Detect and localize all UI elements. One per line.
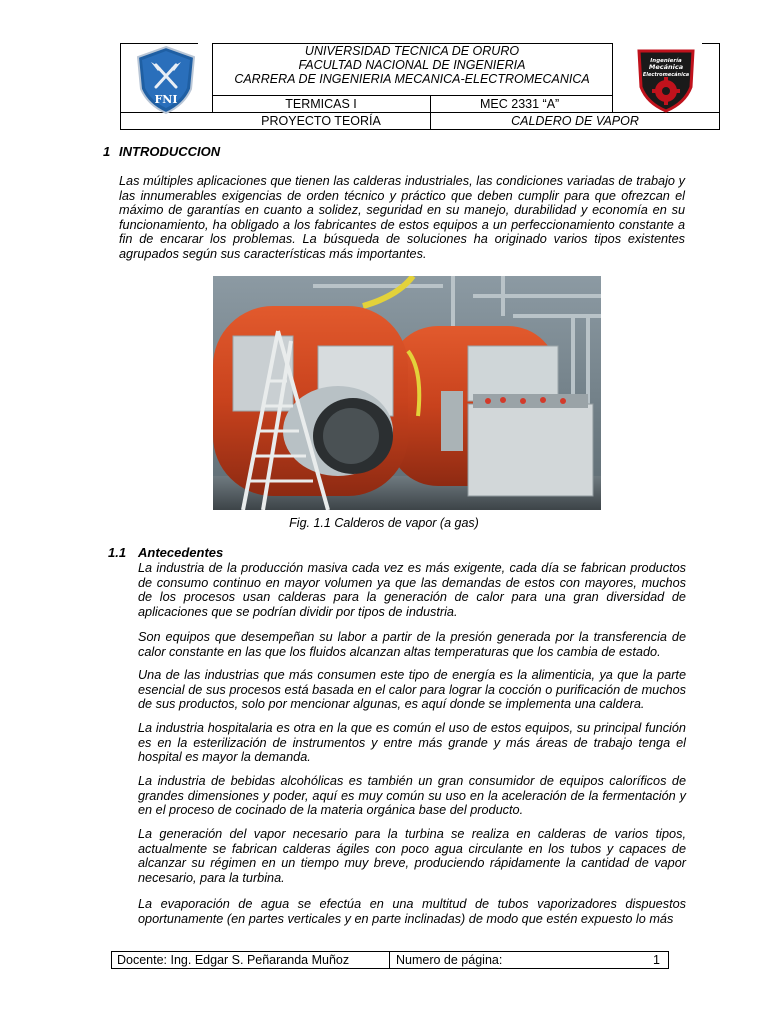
faculty-name: FACULTAD NACIONAL DE INGENIERIA: [298, 58, 526, 72]
page-footer: [111, 951, 669, 969]
teacher-name: Docente: Ing. Edgar S. Peñaranda Muñoz: [117, 953, 350, 967]
page-number: 1: [653, 953, 660, 967]
boiler-photo: [213, 276, 601, 510]
subsection-heading: [108, 545, 223, 560]
header-course-divider: [212, 95, 612, 96]
project-label: PROYECTO TEORÍA: [261, 114, 381, 128]
paragraph: La industria de la producción masiva cada vez es más exigente, cada día se fabrican productos de consumo continuo en mayor volumen ya que las demandas de estos con mayores, muchos de los procesos usan calderas para la generación de calor para una gran diversidad de aplicaciones que se podrían dividir por tipos de industria.: [138, 561, 686, 619]
header-border-top-right: [702, 43, 720, 44]
paragraph: La industria hospitalaria es otra en la que es común el uso de estos equipos, su principal función es en la esterilización de instrumentos y entre más grande y más áreas de trabajo tenga el hospital es mayor la demanda.: [138, 721, 686, 765]
boiler-illustration: [213, 276, 601, 510]
paragraph: La industria de bebidas alcohólicas es también un gran consumidor de equipos caloríficos de grandes dimensiones y poder, aquí es muy común su uso en la aceleración de la fermentación y en el proceso de cocinado de la materia orgánica base del producto.: [138, 774, 686, 818]
header-border-top-left: [120, 43, 198, 44]
subsection-title: Antecedentes: [138, 545, 224, 560]
logo-right-line1: Ingeniería: [650, 58, 682, 64]
logo-left-text: FNI: [154, 93, 178, 106]
career-name: CARRERA DE INGENIERIA MECANICA-ELECTROMECANICA: [234, 72, 590, 86]
logo-right-line2: Mecánica: [648, 63, 684, 71]
section-heading: [103, 144, 220, 159]
subsection-number: 1.1: [108, 545, 127, 560]
header-border-left: [120, 43, 121, 130]
university-name: UNIVERSIDAD TECNICA DE ORURO: [304, 44, 520, 58]
paragraph: La generación del vapor necesario para la turbina se realiza en calderas de varios tipos, actualmente se fabrican calderas ágiles con poco agua circulante en los tubos y capaces de alcanzar su régimen en un tiempo muy breve, produciendo rápidamente la cantidad de vapor necesario, para la turbina.: [138, 827, 686, 885]
figure-caption: Fig. 1.1 Calderos de vapor (a gas): [289, 516, 479, 530]
header-border-bottom: [120, 129, 720, 130]
section-title: INTRODUCCION: [119, 144, 221, 159]
course-name: TERMICAS I: [285, 97, 357, 111]
logo-right-line3: Electromecánica: [642, 72, 690, 78]
intro-paragraph: Las múltiples aplicaciones que tienen las calderas industriales, las condiciones variadas de trabajo y las innumerables exigencias de orden técnico y práctico que deben cumplir para que ofrezcan el máximo de garantías en cuanto a solidez, seguridad en su manejo, durabilidad y economía en su funcionamiento, ha obligado a los fabricantes de estos equipos a un perfeccionamiento constante a fin de encarar los problemas. La búsqueda de soluciones ha originado varios tipos existentes agrupados según sus características más importantes.: [119, 174, 685, 261]
page-number-label: Numero de página:: [396, 953, 503, 967]
section-number: 1: [103, 144, 111, 159]
paragraph: La evaporación de agua se efectúa en una multitud de tubos vaporizadores dispuestos oportunamente (en partes verticales y en parte inclinadas) de modo que estén expuesto lo más: [138, 897, 686, 926]
project-topic: CALDERO DE VAPOR: [511, 114, 639, 128]
mechanical-engineering-logo: [633, 45, 699, 113]
header-row-divider: [120, 112, 720, 113]
course-code: MEC 2331 “A”: [480, 97, 560, 111]
paragraph: Una de las industrias que más consumen este tipo de energía es la alimenticia, ya que la parte esencial de sus procesos está basada en el calor para lograr la cocción o purificación de muchos de sus productos, solo por mencionar algunas, es aquí donde se implementa una caldera.: [138, 668, 686, 712]
document-header: [120, 43, 720, 130]
fni-shield-logo: [134, 45, 198, 115]
paragraph: Son equipos que desempeñan su labor a partir de la presión generada por la transferencia de calor constante en las que los fluidos alcanzan altas temperaturas que los cambia de estado.: [138, 630, 686, 659]
footer-divider: [389, 952, 390, 968]
header-col-divider-right: [612, 43, 613, 113]
